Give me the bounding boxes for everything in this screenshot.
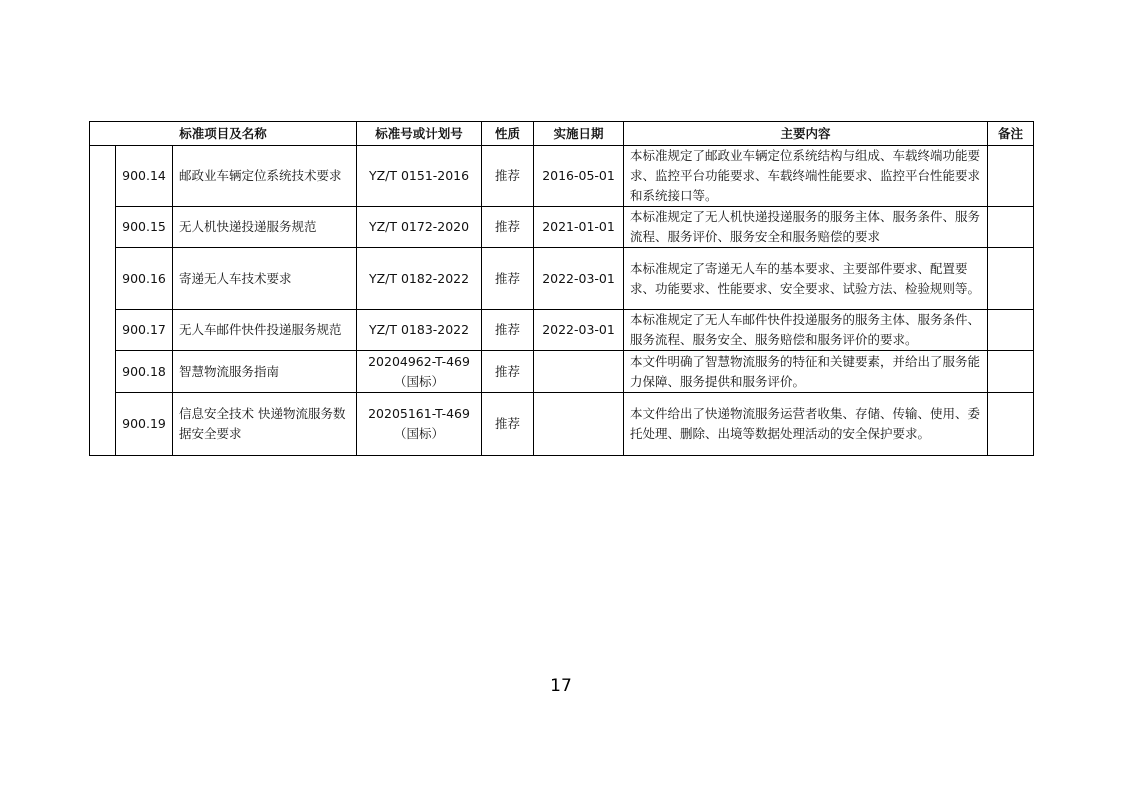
header-remark: 备注 (988, 122, 1034, 146)
row-name: 邮政业车辆定位系统技术要求 (173, 146, 357, 207)
row-date (534, 393, 624, 456)
row-name: 智慧物流服务指南 (173, 351, 357, 393)
row-content: 本标准规定了无人机快递投递服务的服务主体、服务条件、服务流程、服务评价、服务安全和服务赔偿的要求 (624, 207, 988, 248)
header-nature: 性质 (482, 122, 534, 146)
table-row (90, 310, 1034, 351)
row-remark (988, 310, 1034, 351)
row-id: 900.17 (116, 310, 173, 351)
row-name: 无人车邮件快件投递服务规范 (173, 310, 357, 351)
row-nature: 推荐 (482, 146, 534, 207)
row-number (357, 207, 482, 248)
row-date: 2016-05-01 (534, 146, 624, 207)
row-number (357, 351, 482, 393)
row-remark (988, 146, 1034, 207)
row-number (357, 310, 482, 351)
row-number-code: 20205161-T-469 (368, 406, 470, 421)
table-row (90, 393, 1034, 456)
row-name: 寄递无人车技术要求 (173, 248, 357, 310)
row-nature: 推荐 (482, 310, 534, 351)
row-number-type: （国标） (394, 373, 445, 389)
row-number-code: YZ/T 0151-2016 (368, 168, 470, 183)
row-number-code: 20204962-T-469 (368, 353, 470, 369)
row-content: 本标准规定了寄递无人车的基本要求、主要部件要求、配置要求、功能要求、性能要求、安全要求、试验方法、检验规则等。 (624, 248, 988, 310)
table-row (90, 207, 1034, 248)
standards-table (89, 121, 1034, 456)
row-content: 本文件明确了智慧物流服务的特征和关键要素，并给出了服务能力保障、服务提供和服务评价。 (624, 351, 988, 393)
header-number: 标准号或计划号 (357, 122, 482, 146)
row-remark (988, 351, 1034, 393)
table-row (90, 248, 1034, 310)
row-number-code: YZ/T 0182-2022 (368, 270, 470, 286)
row-id: 900.15 (116, 207, 173, 248)
header-date: 实施日期 (534, 122, 624, 146)
row-content: 本标准规定了无人车邮件快件投递服务的服务主体、服务条件、服务流程、服务安全、服务赔偿和服务评价的要求。 (624, 310, 988, 351)
row-date (534, 351, 624, 393)
row-id: 900.16 (116, 248, 173, 310)
row-number-code: YZ/T 0172-2020 (368, 219, 470, 234)
header-name: 标准项目及名称 (90, 122, 357, 146)
header-content: 主要内容 (624, 122, 988, 146)
table-header-row (90, 122, 1034, 146)
group-column-cell (90, 146, 116, 207)
row-number (357, 393, 482, 456)
row-nature: 推荐 (482, 207, 534, 248)
row-content: 本标准规定了邮政业车辆定位系统结构与组成、车载终端功能要求、监控平台功能要求、车载终端性能要求、监控平台性能要求和系统接口等。 (624, 146, 988, 207)
row-remark (988, 248, 1034, 310)
row-remark (988, 207, 1034, 248)
row-id: 900.18 (116, 351, 173, 393)
row-id: 900.19 (116, 393, 173, 456)
group-column-cell (90, 248, 116, 310)
row-content: 本文件给出了快递物流服务运营者收集、存储、传输、使用、委托处理、删除、出境等数据处理活动的安全保护要求。 (624, 393, 988, 456)
row-date: 2021-01-01 (534, 207, 624, 248)
row-name: 信息安全技术 快递物流服务数据安全要求 (173, 393, 357, 456)
row-id: 900.14 (116, 146, 173, 207)
row-number-code: YZ/T 0183-2022 (368, 322, 470, 337)
row-number-type: （国标） (394, 426, 445, 441)
row-nature: 推荐 (482, 248, 534, 310)
row-date: 2022-03-01 (534, 310, 624, 351)
group-column-cell (90, 310, 116, 351)
page-number: 17 (550, 676, 572, 696)
row-nature: 推荐 (482, 393, 534, 456)
row-date: 2022-03-01 (534, 248, 624, 310)
row-remark (988, 393, 1034, 456)
row-number (357, 146, 482, 207)
table-row (90, 146, 1034, 207)
row-name: 无人机快递投递服务规范 (173, 207, 357, 248)
group-column-cell (90, 351, 116, 393)
row-number (357, 248, 482, 310)
group-column-cell (90, 207, 116, 248)
group-column-cell (90, 393, 116, 456)
row-nature: 推荐 (482, 351, 534, 393)
table-row (90, 351, 1034, 393)
